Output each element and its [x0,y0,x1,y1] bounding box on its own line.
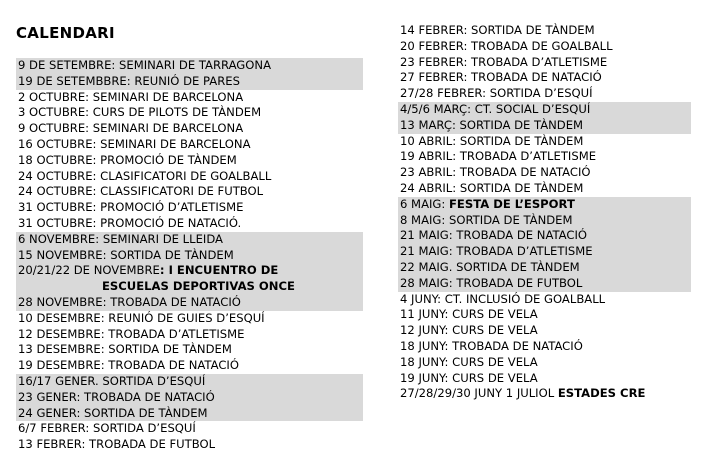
entry-text: 13 DESEMBRE: SORTIDA DE TÀNDEM [18,342,232,357]
entry-text: 12 DESEMBRE: TROBADA D’ATLETISME [18,326,245,341]
calendar-entry [398,118,691,134]
entry-text: 28 NOVEMBRE: TROBADA DE NATACIÓ [18,294,241,309]
calendar-entry [16,90,363,106]
entry-text: 19 DE SETEMBBRE: REUNIÓ DE PARES [18,73,240,88]
entry-continuation: ESCUELAS DEPORTIVAS ONCE [102,279,295,294]
entry-text: 6 MAIG: [400,196,449,211]
entry-text: 13 FEBRER: TROBADA DE FUTBOL [18,437,216,452]
calendar-entry [16,200,363,216]
calendar-entry [16,263,363,295]
calendar-entry [398,260,691,276]
calendar-entry [398,307,691,323]
calendar-entry [398,197,691,213]
entry-text: 6 NOVEMBRE: SEMINARI DE LLEIDA [18,231,223,246]
entry-text: 27/28 FEBRER: SORTIDA D’ESQUÍ [400,86,593,101]
page-title: CALENDARI [16,24,115,42]
calendar-entry [398,339,691,355]
calendar-entry [398,276,691,292]
calendar-entry [16,121,363,137]
entry-text: 18 JUNY: TROBADA DE NATACIÓ [400,338,583,353]
entry-text: 16 OCTUBRE: SEMINARI DE BARCELONA [18,136,251,151]
entry-text: 27/28/29/30 JUNY 1 JULIOL [400,386,558,401]
entry-text: 22 MAIG. SORTIDA DE TÀNDEM [400,259,580,274]
calendar-entry [398,23,691,39]
calendar-entry [16,248,363,264]
entry-text: 31 OCTUBRE: PROMOCIÓ DE NATACIÓ. [18,215,242,230]
entry-text: 6/7 FEBRER: SORTIDA D’ESQUÍ [18,421,196,436]
calendar-entry [16,311,363,327]
calendar-entry [398,102,691,118]
calendar-entry [16,169,363,185]
entry-text: 16/17 GENER. SORTIDA D’ESQUÍ [18,373,206,388]
entry-text: 24 OCTUBRE: CLASIFICATORI DE GOALBALL [18,168,272,183]
entry-text: 31 OCTUBRE: PROMOCIÓ D’ATLETISME [18,200,244,215]
calendar-entry [16,374,363,390]
entry-text: 11 JUNY: CURS DE VELA [400,307,538,322]
entry-text: 23 ABRIL: TROBADA DE NATACIÓ [400,165,591,180]
calendar-entry [398,134,691,150]
calendar-entry [16,184,363,200]
calendar-entry [398,323,691,339]
entry-text: 10 ABRIL: SORTIDA DE TÀNDEM [400,133,584,148]
entry-text: 24 ABRIL: SORTIDA DE TÀNDEM [400,180,584,195]
calendar-entry [398,292,691,308]
calendar-entry [16,232,363,248]
calendar-entry [398,213,691,229]
calendar-entry [16,358,363,374]
entry-text: 13 MARÇ: SORTIDA DE TÀNDEM [400,117,584,132]
calendar-entry [398,228,691,244]
entry-text: 2 OCTUBRE: SEMINARI DE BARCELONA [18,89,244,104]
entry-text: 20 FEBRER: TROBADA DE GOALBALL [400,38,613,53]
calendar-entry [16,58,363,74]
entry-text: 14 FEBRER: SORTIDA DE TÀNDEM [400,23,595,37]
calendar-entry [398,70,691,86]
entry-text: 24 OCTUBRE: CLASSIFICATORI DE FUTBOL [18,184,264,199]
calendar-entry [16,342,363,358]
calendar-entry [398,149,691,165]
entry-highlight: FESTA DE L’ESPORT [449,196,575,211]
entry-text: 4/5/6 MARÇ: CT. SOCIAL D’ESQUÍ [400,101,591,116]
calendar-column-left [16,58,363,453]
calendar-entry [398,181,691,197]
calendar-entry [16,437,363,453]
calendar-entry [398,55,691,71]
entry-text: 19 ABRIL: TROBADA D’ATLETISME [400,149,597,164]
calendar-entry [16,421,363,437]
entry-text: 20/21/22 DE NOVEMBRE [18,263,160,278]
entry-text: 19 JUNY: CURS DE VELA [400,370,538,385]
entry-text: 10 DESEMBRE: REUNIÓ DE GUIES D’ESQUÍ [18,310,265,325]
calendar-entry [16,406,363,422]
entry-text: 27 FEBRER: TROBADA DE NATACIÓ [400,70,602,85]
entry-highlight: : I ENCUENTRO DE [159,263,279,278]
calendar-entry [16,137,363,153]
entry-text: 8 MAIG: SORTIDA DE TÀNDEM [400,212,573,227]
calendar-entry [16,390,363,406]
entry-text: 21 MAIG: TROBADA D’ATLETISME [400,244,593,259]
entry-highlight: ESTADES CRE [557,386,646,401]
calendar-entry [398,355,691,371]
calendar-entry [398,371,691,387]
calendar-entry [398,244,691,260]
entry-text: 18 OCTUBRE: PROMOCIÓ DE TÀNDEM [18,152,237,167]
calendar-entry [398,165,691,181]
entry-text: 12 JUNY: CURS DE VELA [400,323,538,338]
calendar-entry [398,86,691,102]
entry-text: 3 OCTUBRE: CURS DE PILOTS DE TÀNDEM [18,105,262,120]
calendar-entry [16,153,363,169]
calendar-entry [16,327,363,343]
entry-text: 23 GENER: TROBADA DE NATACIÓ [18,389,215,404]
entry-text: 28 MAIG: TROBADA DE FUTBOL [400,275,583,290]
entry-text: 15 NOVEMBRE: SORTIDA DE TÀNDEM [18,247,234,262]
entry-text: 9 DE SETEMBRE: SEMINARI DE TARRAGONA [18,58,272,72]
entry-text: 4 JUNY: CT. INCLUSIÓ DE GOALBALL [400,291,606,306]
calendar-entry [16,216,363,232]
calendar-entry [398,386,691,402]
calendar-entry [16,74,363,90]
calendar-entry [16,295,363,311]
entry-text: 24 GENER: SORTIDA DE TÀNDEM [18,405,208,420]
entry-text: 23 FEBRER: TROBADA D’ATLETISME [400,54,608,69]
entry-text: 18 JUNY: CURS DE VELA [400,354,538,369]
calendar-entry [398,39,691,55]
entry-text: 19 DESEMBRE: TROBADA DE NATACIÓ [18,358,239,373]
entry-text: 9 OCTUBRE: SEMINARI DE BARCELONA [18,121,244,136]
entry-text: 21 MAIG: TROBADA DE NATACIÓ [400,228,588,243]
calendar-entry [16,105,363,121]
calendar-column-right [398,23,691,402]
